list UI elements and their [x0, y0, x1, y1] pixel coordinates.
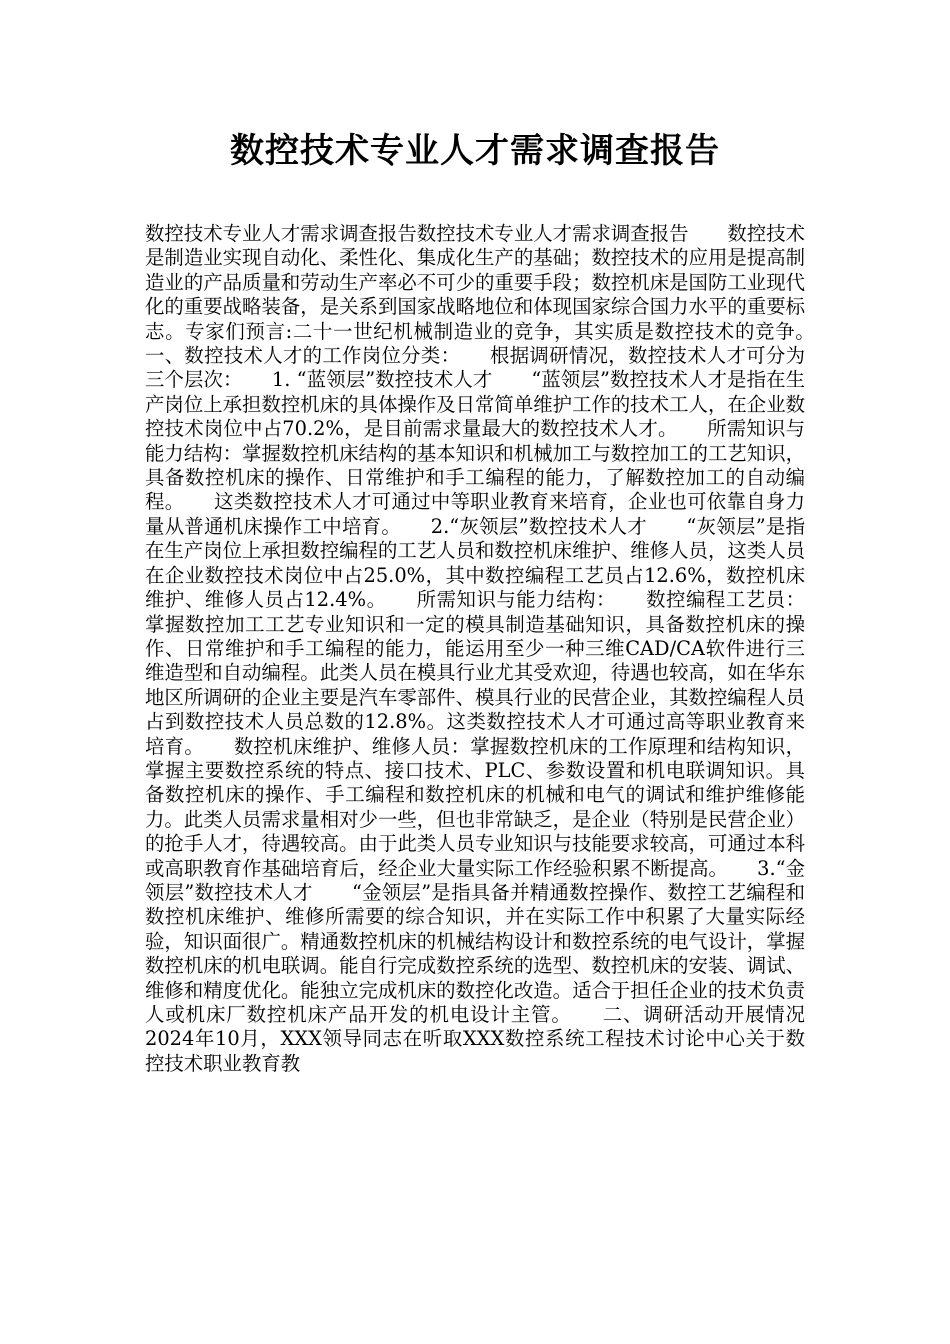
- document-title: 数控技术专业人才需求调查报告: [230, 131, 720, 171]
- document-body: 数控技术专业人才需求调查报告数控技术专业人才需求调查报告 数控技术是制造业实现自动化、柔性化、集成化生产的基础；数控技术的应用是提高制造业的产品质量和劳动生产率必不可少的重要手段；数控机床是国防工业现代化的重要战略装备，是关系到国家战略地位和体现国家综合国力水平的重要标志。专家们预言:二十一世纪机械制造业的竞争，其实质是数控技术的竞争。 一、数控技术人才的工作岗位分类： 根据调研情况，数控技术人才可分为三个层次： 1. “蓝领层”数控技术人才 “蓝领层”数控技术人才是指在生产岗位上承担数控机床的具体操作及日常简单维护工作的技术工人，在企业数控技术岗位中占70.2%，是目前需求量最大的数控技术人才。 所需知识与能力结构：掌握数控机床结构的基本知识和机械加工与数控加工的工艺知识，具备数控机床的操作、日常维护和手工编程的能力，了解数控加工的自动编程。 这类数控技术人才可通过中等职业教育来培育，企业也可依靠自身力量从普通机床操作工中培育。 2.“灰领层”数控技术人才 “灰领层”是指在生产岗位上承担数控编程的工艺人员和数控机床维护、维修人员，这类人员在企业数控技术岗位中占25.0%，其中数控编程工艺员占12.6%，数控机床维护、维修人员占12.4%。 所需知识与能力结构： 数控编程工艺员：掌握数控加工工艺专业知识和一定的模具制造基础知识，具备数控机床的操作、日常维护和手工编程的能力，能运用至少一种三维CAD/CA软件进行三维造型和自动编程。此类人员在模具行业尤其受欢迎，待遇也较高，如在华东地区所调研的企业主要是汽车零部件、模具行业的民营企业，其数控编程人员占到数控技术人员总数的12.8%。这类数控技术人才可通过高等职业教育来培育。 数控机床维护、维修人员：掌握数控机床的工作原理和结构知识，掌握主要数控系统的特点、接口技术、PLC、参数设置和机电联调知识。具备数控机床的操作、手工编程和数控机床的机械和电气的调试和维护维修能力。此类人员需求量相对少一些，但也非常缺乏，是企业（特别是民营企业）的抢手人才，待遇较高。由于此类人员专业知识与技能要求较高，可通过本科或高职教育作基础培育后，经企业大量实际工作经验积累不断提高。 3.“金领层”数控技术人才 “金领层”是指具备并精通数控操作、数控工艺编程和数控机床维护、维修所需要的综合知识，并在实际工作中积累了大量实际经验，知识面很广。精通数控机床的机械结构设计和数控系统的电气设计，掌握数控机床的机电联调。能自行完成数控系统的选型、数控机床的安装、调试、维修和精度优化。能独立完成机床的数控化改造。适合于担任企业的技术负责人或机床厂数控机床产品开发的机电设计主管。 二、调研活动开展情况 2024年10月，XXX领导同志在听取XXX数控系统工程技术讨论中心关于数控技术职业教育教: [145, 222, 844, 1075]
